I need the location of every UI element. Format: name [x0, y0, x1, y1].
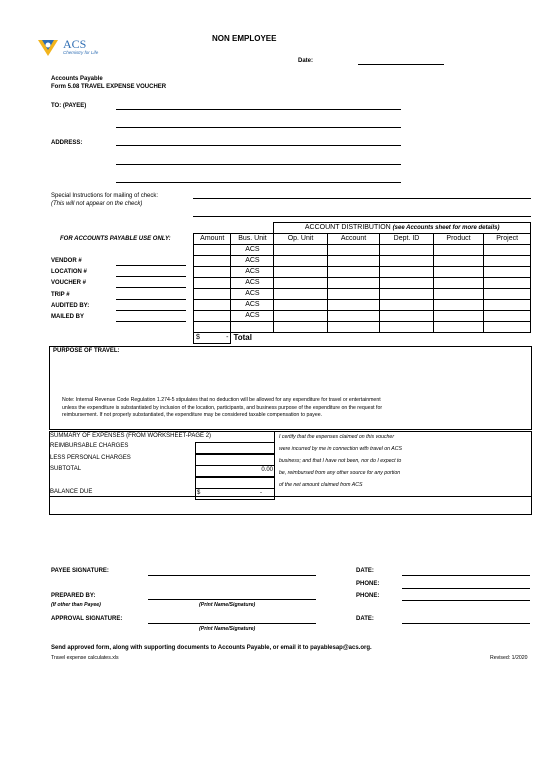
- distribution-cell[interactable]: ACS: [231, 267, 274, 278]
- distribution-cell[interactable]: [194, 267, 231, 278]
- distribution-cell[interactable]: [274, 256, 327, 267]
- purpose-of-travel-box[interactable]: [49, 346, 532, 430]
- ap-field-label: AUDITED BY:: [51, 302, 90, 309]
- payee-field[interactable]: [116, 109, 401, 110]
- distribution-cell[interactable]: [274, 278, 327, 289]
- distribution-cell[interactable]: ACS: [231, 256, 274, 267]
- balance-dollar: $: [197, 490, 201, 496]
- summary-value-cell[interactable]: [195, 454, 275, 466]
- date-field[interactable]: [358, 64, 444, 65]
- distribution-cell[interactable]: [194, 256, 231, 267]
- distribution-cell[interactable]: [194, 311, 231, 322]
- distribution-cell[interactable]: [327, 245, 380, 256]
- page-title: NON EMPLOYEE: [212, 34, 277, 43]
- distribution-cell[interactable]: [327, 256, 380, 267]
- dept-name: Accounts Payable: [51, 76, 103, 82]
- ap-field-input[interactable]: [116, 265, 186, 266]
- prepared-print-name: (Print Name/Signature): [199, 602, 256, 608]
- distribution-cell[interactable]: [484, 256, 531, 267]
- distribution-cell[interactable]: [274, 300, 327, 311]
- distribution-cell[interactable]: [274, 311, 327, 322]
- distribution-cell[interactable]: [274, 322, 327, 333]
- prepared-phone-label: PHONE:: [356, 593, 380, 599]
- summary-row-label: SUBTOTAL: [50, 466, 82, 472]
- distribution-cell[interactable]: [327, 311, 380, 322]
- distribution-cell[interactable]: [484, 289, 531, 300]
- distribution-cell[interactable]: [484, 245, 531, 256]
- distribution-cell[interactable]: [380, 278, 433, 289]
- distribution-cell[interactable]: [194, 245, 231, 256]
- column-header: Product: [433, 234, 484, 245]
- distribution-row: [194, 245, 531, 256]
- summary-row-label: REIMBURSABLE CHARGES: [50, 443, 129, 449]
- distribution-row: [194, 256, 531, 267]
- payee-signature-label: PAYEE SIGNATURE:: [51, 568, 109, 574]
- distribution-row: [194, 322, 531, 333]
- ap-field-label: VOUCHER #: [51, 280, 87, 287]
- distribution-cell[interactable]: [433, 289, 484, 300]
- payee-label: TO: (PAYEE): [51, 103, 87, 109]
- column-header: Account: [327, 234, 380, 245]
- special-instructions-field-2[interactable]: [193, 216, 531, 217]
- summary-value-cell[interactable]: [195, 477, 275, 489]
- distribution-cell[interactable]: ACS: [231, 311, 274, 322]
- payee-phone-field[interactable]: [402, 588, 530, 589]
- certify-text: I certify that the expenses claimed on this voucher: [279, 434, 395, 440]
- payee-date-label: DATE:: [356, 568, 374, 574]
- certify-text: be, reimbursed from any other source for any portion: [279, 470, 401, 476]
- logo-subtext: Chemistry for Life: [63, 50, 99, 55]
- summary-title: SUMMARY OF EXPENSES (FROM WORKSHEET-PAGE 2): [50, 433, 212, 439]
- distribution-cell[interactable]: [433, 267, 484, 278]
- distribution-cell[interactable]: ACS: [231, 300, 274, 311]
- address-label: ADDRESS:: [51, 140, 83, 146]
- distribution-cell[interactable]: [380, 267, 433, 278]
- distribution-cell[interactable]: [433, 300, 484, 311]
- date-label: Date:: [298, 58, 314, 64]
- acs-logo-icon: [36, 36, 60, 58]
- revised-date: Revised: 1/2020: [490, 655, 528, 661]
- distribution-cell[interactable]: [327, 267, 380, 278]
- account-distribution-title: ACCOUNT DISTRIBUTION: [304, 224, 391, 231]
- distribution-cell[interactable]: [380, 322, 433, 333]
- total-amount-cell: [194, 333, 231, 344]
- subtotal-value: 0.00: [261, 467, 273, 473]
- distribution-cell[interactable]: [484, 322, 531, 333]
- if-other-note: (If other than Payee): [51, 602, 101, 608]
- distribution-cell[interactable]: [274, 267, 327, 278]
- approval-signature-field[interactable]: [148, 623, 316, 624]
- balance-dash: -: [260, 490, 262, 496]
- ap-field-input[interactable]: [116, 287, 186, 288]
- distribution-cell[interactable]: [274, 245, 327, 256]
- form-name: Form 5.08 TRAVEL EXPENSE VOUCHER: [51, 84, 167, 90]
- distribution-cell[interactable]: [433, 322, 484, 333]
- approval-date-field[interactable]: [402, 623, 530, 624]
- ap-field-input[interactable]: [116, 276, 186, 277]
- summary-row-label: LESS PERSONAL CHARGES: [50, 454, 131, 461]
- logo-text: ACS: [63, 37, 87, 51]
- purpose-label: PURPOSE OF TRAVEL:: [53, 348, 120, 354]
- ap-field-label: LOCATION #: [51, 269, 87, 276]
- payee-date-field[interactable]: [402, 575, 530, 576]
- account-distribution-note: (see Accounts sheet for more details): [392, 225, 500, 231]
- account-distribution-table: [193, 222, 531, 344]
- distribution-cell[interactable]: [231, 322, 274, 333]
- distribution-row: [194, 300, 531, 311]
- distribution-row: [194, 278, 531, 289]
- ap-field-label: MAILED BY: [51, 314, 84, 320]
- distribution-cell[interactable]: [327, 278, 380, 289]
- distribution-cell[interactable]: [380, 256, 433, 267]
- distribution-cell[interactable]: [484, 311, 531, 322]
- payee-field-2[interactable]: [116, 127, 401, 128]
- distribution-cell[interactable]: [433, 278, 484, 289]
- distribution-cell[interactable]: [327, 300, 380, 311]
- distribution-row: [194, 289, 531, 300]
- distribution-cell[interactable]: [484, 278, 531, 289]
- file-name: Travel expense calculates.xls: [51, 655, 119, 661]
- summary-value-cell[interactable]: [195, 465, 275, 477]
- payee-signature-field[interactable]: [148, 575, 316, 576]
- column-header: Project: [484, 234, 531, 245]
- acs-logo: [36, 36, 106, 58]
- distribution-cell[interactable]: [194, 322, 231, 333]
- certify-text: of the net amount claimed from ACS: [279, 482, 363, 488]
- distribution-cell[interactable]: [433, 245, 484, 256]
- special-instructions-field[interactable]: [193, 198, 531, 199]
- approval-print-name: (Print Name/Signature): [199, 626, 256, 632]
- distribution-cell[interactable]: [194, 300, 231, 311]
- distribution-row: [194, 311, 531, 322]
- distribution-cell[interactable]: ACS: [231, 278, 274, 289]
- ap-field-input[interactable]: [116, 310, 186, 311]
- distribution-cell[interactable]: [380, 245, 433, 256]
- special-instructions-note: (This will not appear on the check): [51, 201, 143, 207]
- summary-row-label: BALANCE DUE: [50, 489, 93, 495]
- distribution-cell[interactable]: [194, 278, 231, 289]
- send-instructions: Send approved form, along with supporting documents to Accounts Payable, or email it to payablesap@acs.org.: [51, 645, 372, 651]
- special-instructions-label: Special Instructions for mailing of check:: [51, 193, 159, 199]
- prepared-phone-field[interactable]: [402, 600, 530, 601]
- distribution-cell[interactable]: [327, 322, 380, 333]
- address-field-1[interactable]: [116, 145, 401, 146]
- column-header: Dept. ID: [380, 234, 433, 245]
- certify-text: business; and that I have not been, nor do I expect to: [279, 458, 402, 464]
- approval-signature-label: APPROVAL SIGNATURE:: [51, 616, 123, 622]
- account-distribution-header: [274, 223, 531, 234]
- total-label: Total: [231, 333, 531, 344]
- ap-use-title: FOR ACCOUNTS PAYABLE USE ONLY:: [60, 236, 171, 242]
- ap-field-input[interactable]: [116, 321, 186, 322]
- column-header: Op. Unit: [274, 234, 327, 245]
- column-header: Bus. Unit: [231, 234, 274, 245]
- distribution-cell[interactable]: [433, 256, 484, 267]
- address-field-2[interactable]: [116, 164, 401, 165]
- distribution-cell[interactable]: ACS: [231, 245, 274, 256]
- distribution-cell[interactable]: [194, 289, 231, 300]
- irs-note: Note: Internal Revenue Code Regulation 1.274-5 stipulates that no deduction will be allowed for any expenditure for travel or entertainment unless the expenditure is substantiated by inclusion of the location, participants, and business purpose of the expenditure on the request for reimbursement. If not properly substantiated, the expenditure may be considered taxable compensation to payee.: [62, 397, 383, 419]
- distribution-cell[interactable]: [484, 300, 531, 311]
- address-field-3[interactable]: [116, 182, 401, 183]
- distribution-cell[interactable]: ACS: [231, 289, 274, 300]
- ap-field-label: VENDOR #: [51, 258, 82, 264]
- prepared-by-field[interactable]: [148, 599, 316, 600]
- summary-value-cell[interactable]: [195, 488, 275, 500]
- total-dash: -: [226, 334, 229, 341]
- distribution-cell[interactable]: [380, 300, 433, 311]
- payee-phone-label: PHONE:: [356, 581, 380, 587]
- distribution-cell[interactable]: [327, 289, 380, 300]
- certify-text: were incurred by me in connection with travel on ACS: [279, 446, 402, 452]
- summary-value-cell[interactable]: [195, 442, 275, 454]
- ap-field-input[interactable]: [116, 299, 186, 300]
- distribution-cell[interactable]: [484, 267, 531, 278]
- distribution-row: [194, 267, 531, 278]
- ap-field-label: TRIP #: [51, 291, 70, 298]
- prepared-by-label: PREPARED BY:: [51, 593, 96, 599]
- distribution-cell[interactable]: [433, 311, 484, 322]
- summary-of-expenses-box: [49, 431, 532, 515]
- distribution-cell[interactable]: [380, 311, 433, 322]
- column-header: Amount: [194, 234, 231, 245]
- total-dollar: $: [196, 334, 200, 341]
- distribution-cell[interactable]: [274, 289, 327, 300]
- approval-date-label: DATE:: [356, 616, 374, 622]
- distribution-cell[interactable]: [380, 289, 433, 300]
